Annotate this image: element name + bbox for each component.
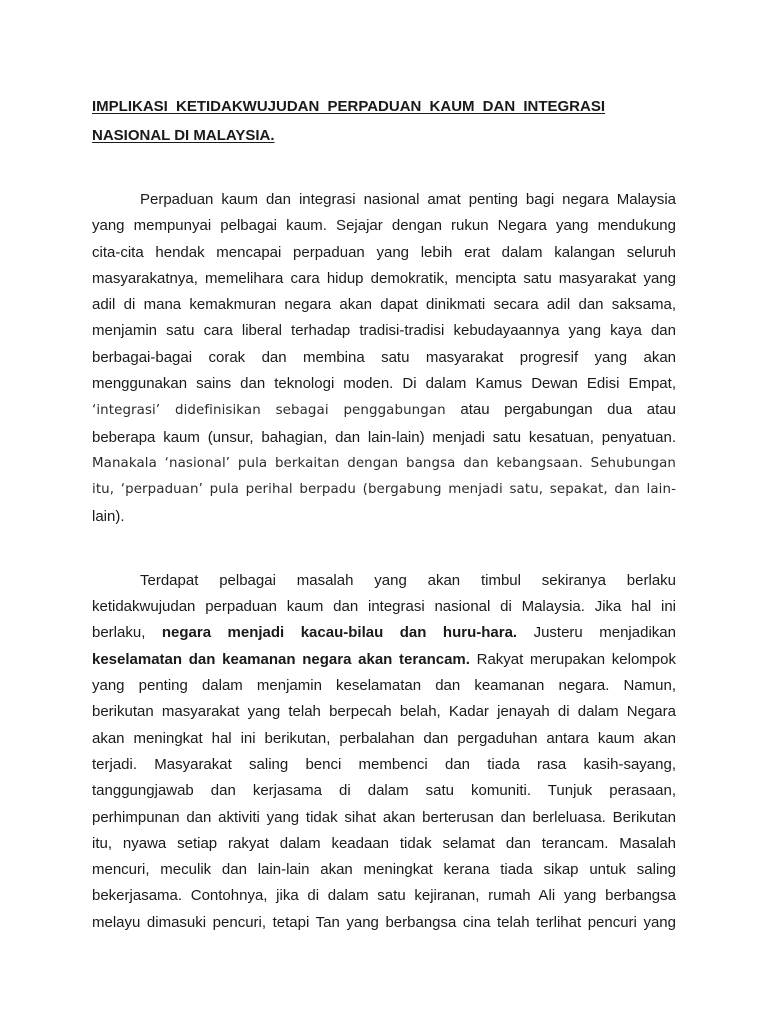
text-line: itu, nyawa setiap rakyat dalam keadaan tidak selamat dan terancam. Masalah (92, 834, 676, 852)
paragraph-1 (92, 187, 676, 530)
text-line: mencuri, meculik dan lain-lain akan meningkat kerana tiada sikap untuk saling (92, 861, 676, 879)
document-page (92, 92, 676, 936)
text-line: tanggungjawab dan kerjasama di dalam satu komuniti. Tunjuk perasaan, (92, 782, 676, 800)
text-fragment: atau pergabungan dua atau (445, 401, 676, 419)
title-line: IMPLIKASI KETIDAKWUJUDAN PERPADUAN KAUM DAN INTEGRASI (92, 98, 605, 115)
text-line: adil di mana kemakmuran negara akan dapat dinikmati secara adil dan saksama, (92, 296, 676, 314)
title-line: NASIONAL DI MALAYSIA. (92, 127, 275, 144)
text-line: terjadi. Masyarakat saling benci membenci dan tiada rasa kasih-sayang, (92, 755, 676, 773)
text-line: akan meningkat hal ini berikutan, perbalahan dan pergaduhan antara kaum akan (92, 729, 676, 747)
text-line (92, 397, 676, 424)
text-line: Terdapat pelbagai masalah yang akan timbul sekiranya berlaku (140, 571, 676, 589)
text-line: berbagai-bagai corak dan membina satu masyarakat progresif yang akan (92, 348, 676, 366)
text-line: cita-cita hendak mencapai perpaduan yang lebih erat dalam kalangan seluruh (92, 243, 676, 261)
text-line: lain). (92, 507, 125, 525)
text-line: yang penting dalam menjamin keselamatan dan keamanan negara. Namun, (92, 677, 676, 695)
text-line: Manakala ‘nasional’ pula berkaitan dengan bangsa dan kebangsaan. Sehubungan (92, 455, 676, 471)
text-line: melayu dimasuki pencuri, tetapi Tan yang berbangsa cina telah terlihat pencuri yang (92, 913, 676, 931)
text-line: menggunakan sains dan teknologi moden. Di dalam Kamus Dewan Edisi Empat, (92, 375, 676, 393)
text-line: bekerjasama. Contohnya, jika di dalam satu kejiranan, rumah Ali yang berbangsa (92, 887, 676, 905)
text-line: yang mempunyai pelbagai kaum. Sejajar dengan rukun Negara yang mendukung (92, 217, 676, 235)
text-line: menjamin satu cara liberal terhadap tradisi-tradisi kebudayaannya yang kaya dan (92, 322, 676, 340)
text-line: itu, ‘perpaduan’ pula perihal berpadu (bergabung menjadi satu, sepakat, dan lain- (92, 482, 676, 498)
paragraph-2 (92, 568, 676, 936)
text-line: beberapa kaum (unsur, bahagian, dan lain-lain) menjadi satu kesatuan, penyatuan. (92, 428, 676, 446)
text-line: Perpaduan kaum dan integrasi nasional amat penting bagi negara Malaysia (140, 191, 676, 208)
bold-text: keselamatan dan keamanan negara akan terancam. (92, 650, 470, 668)
text-line: perhimpunan dan aktiviti yang tidak sihat akan berterusan dan berleluasa. Berikutan (92, 808, 676, 826)
text-fragment: Justeru menjadikan (517, 624, 676, 642)
text-line: masyarakatnya, memelihara cara hidup demokratik, mencipta satu masyarakat yang (92, 269, 676, 287)
text-line (92, 620, 676, 646)
text-fragment: berlaku, (92, 624, 162, 642)
text-line: berikutan masyarakat yang telah berpecah belah, Kadar jenayah di dalam Negara (92, 703, 676, 721)
document-title (92, 92, 676, 150)
text-fragment: Rakyat merupakan kelompok (469, 650, 676, 668)
text-fragment: ‘integrasi’ didefinisikan sebagai penggabungan (92, 403, 446, 419)
text-line: ketidakwujudan perpaduan kaum dan integrasi nasional di Malaysia. Jika hal ini (92, 598, 676, 616)
text-line (92, 647, 676, 673)
bold-text: negara menjadi kacau-bilau dan huru-hara. (161, 624, 518, 642)
